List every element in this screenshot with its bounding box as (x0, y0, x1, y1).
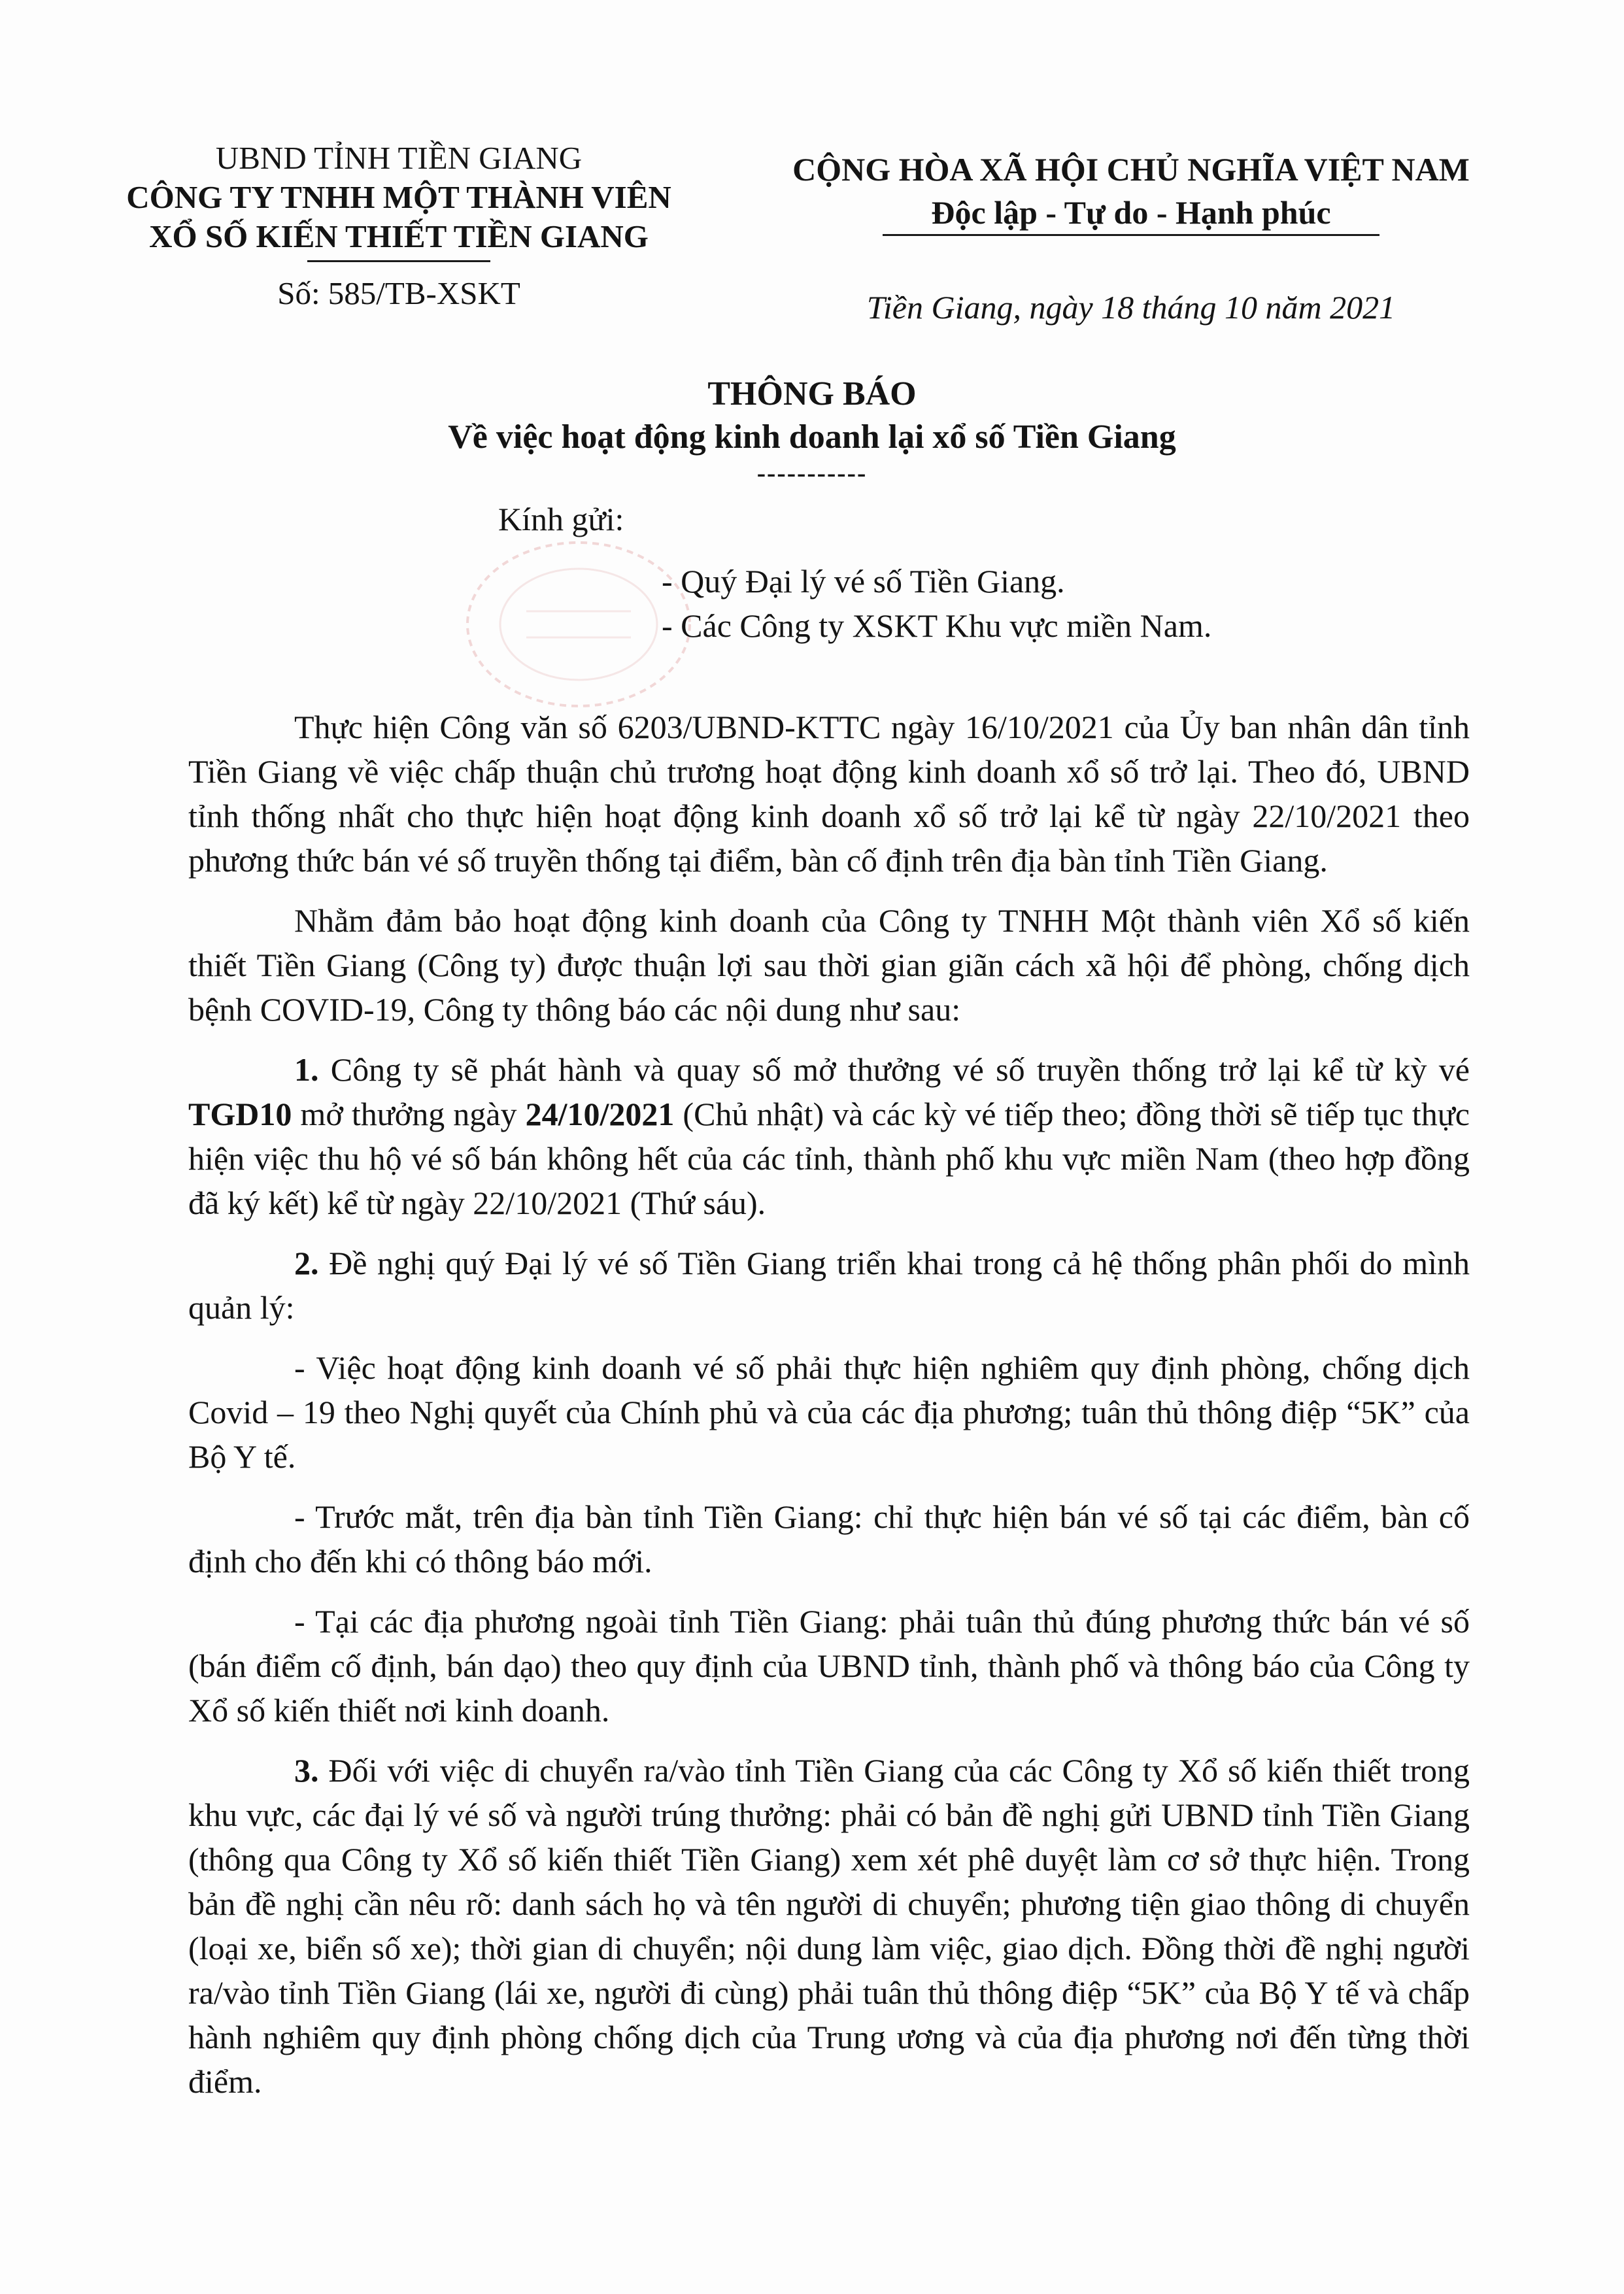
document-title (0, 373, 1624, 459)
item-1 (188, 1047, 1470, 1225)
document-body (188, 705, 1470, 2119)
bullet-regulation: - Việc hoạt động kinh doanh vé số phải thực hiện nghiêm quy định phòng, chống dịch Covid – 19 theo Nghị quyết của Chính phủ và của các địa phương; tuân thủ thông điệp “5K” của Bộ Y tế. (188, 1349, 1470, 1475)
motto-underline (883, 234, 1379, 236)
title-separator: ----------- (756, 458, 868, 488)
title-main: THÔNG BÁO (707, 375, 917, 413)
bullet-local-sales: - Trước mắt, trên địa bàn tỉnh Tiền Giang: chỉ thực hiện bán vé số tại các điểm, bàn cố định cho đến khi có thông báo mới. (188, 1498, 1470, 1579)
national-header (732, 148, 1530, 236)
title-subject: Về việc hoạt động kinh doanh lại xổ số Tiền Giang (448, 418, 1176, 456)
recipient-item: - Các Công ty XSKT Khu vực miền Nam. (662, 607, 1212, 644)
national-motto: Độc lập - Tự do - Hạnh phúc (931, 194, 1331, 231)
nation-name: CỘNG HÒA XÃ HỘI CHỦ NGHĨA VIỆT NAM (792, 151, 1470, 188)
recipient-item: - Quý Đại lý vé số Tiền Giang. (662, 563, 1065, 599)
paragraph-basis: Thực hiện Công văn số 6203/UBND-KTTC ngày 16/10/2021 của Ủy ban nhân dân tỉnh Tiền Giang về việc chấp thuận chủ trương hoạt động kinh doanh xổ số trở lại. Theo đó, UBND tỉnh thống nhất cho thực hiện hoạt động kinh doanh xổ số trở lại kể từ ngày 22/10/2021 theo phương thức bán vé số truyền thống tại điểm, bàn cố định trên địa bàn tỉnh Tiền Giang. (188, 709, 1470, 879)
recipients-list (662, 559, 1211, 648)
paragraph-purpose: Nhằm đảm bảo hoạt động kinh doanh của Công ty TNHH Một thành viên Xổ số kiến thiết Tiền Giang (Công ty) được thuận lợi sau thời gian giãn cách xã hội để phòng, chống dịch bệnh COVID-19, Công ty thông báo các nội dung như sau: (188, 902, 1470, 1028)
item-3-text: Đối với việc di chuyển ra/vào tỉnh Tiền Giang của các Công ty Xổ số kiến thiết trong khu vực, các đại lý vé số và người trúng thưởng: phải có bản đề nghị gửi UBND tỉnh Tiền Giang (thông qua Công ty Xổ số kiến thiết Tiền Giang) xem xét phê duyệt làm cơ sở thực hiện. Trong bản đề nghị cần nêu rõ: danh sách họ và tên người di chuyển; phương tiện giao thông di chuyển (loại xe, biển số xe); thời gian di chuyển; nội dung làm việc, giao dịch. Đồng thời đề nghị người ra/vào tỉnh Tiền Giang (lái xe, người đi cùng) phải tuân thủ thông điệp “5K” của Bộ Y tế và chấp hành nghiêm quy định phòng chống dịch của Trung ương và của địa phương nơi đến từng thời điểm. (188, 1752, 1470, 2100)
item-3-number: 3. (294, 1752, 319, 1789)
place-and-date: Tiền Giang, ngày 18 tháng 10 năm 2021 (866, 289, 1396, 326)
issuer-company-line1: CÔNG TY TNHH MỘT THÀNH VIÊN (126, 179, 671, 215)
item-1-draw-date: 24/10/2021 (525, 1096, 675, 1132)
document-number: Số: 585/TB-XSKT (277, 275, 520, 311)
issuer-block (92, 139, 706, 313)
item-2-text: Đề nghị quý Đại lý vé số Tiền Giang triển khai trong cả hệ thống phân phối do mình quản lý: (188, 1245, 1470, 1326)
issuer-company-line2: XỔ SỐ KIẾN THIẾT TIỀN GIANG (149, 218, 649, 254)
item-1-text-c: (Chủ nhật) và các kỳ vé tiếp theo; đồng thời sẽ tiếp tục thực hiện việc thu hộ vé số bán không hết của các tỉnh, thành phố khu vực miền Nam (theo hợp đồng đã ký kết) kể từ ngày 22/10/2021 (Thứ sáu). (188, 1096, 1470, 1221)
item-2 (188, 1241, 1470, 1330)
item-1-text-a: Công ty sẽ phát hành và quay số mở thưởng vé số truyền thống trở lại kể từ kỳ vé (318, 1051, 1470, 1088)
bullet-other-provinces: - Tại các địa phương ngoài tỉnh Tiền Giang: phải tuân thủ đúng phương thức bán vé số (bán điểm cố định, bán dạo) theo quy định của UBND tỉnh, thành phố và thông báo của Công ty Xổ số kiến thiết nơi kinh doanh. (188, 1603, 1470, 1729)
issuer-authority: UBND TỈNH TIỀN GIANG (215, 140, 583, 176)
item-1-ticket-code: TGD10 (188, 1096, 292, 1132)
item-1-text-b: mở thưởng ngày (292, 1096, 526, 1132)
item-3 (188, 1748, 1470, 2104)
recipients-label: Kính gửi: (498, 501, 624, 537)
item-2-number: 2. (294, 1245, 319, 1281)
item-1-number: 1. (294, 1051, 319, 1088)
issuer-underline (307, 260, 490, 262)
